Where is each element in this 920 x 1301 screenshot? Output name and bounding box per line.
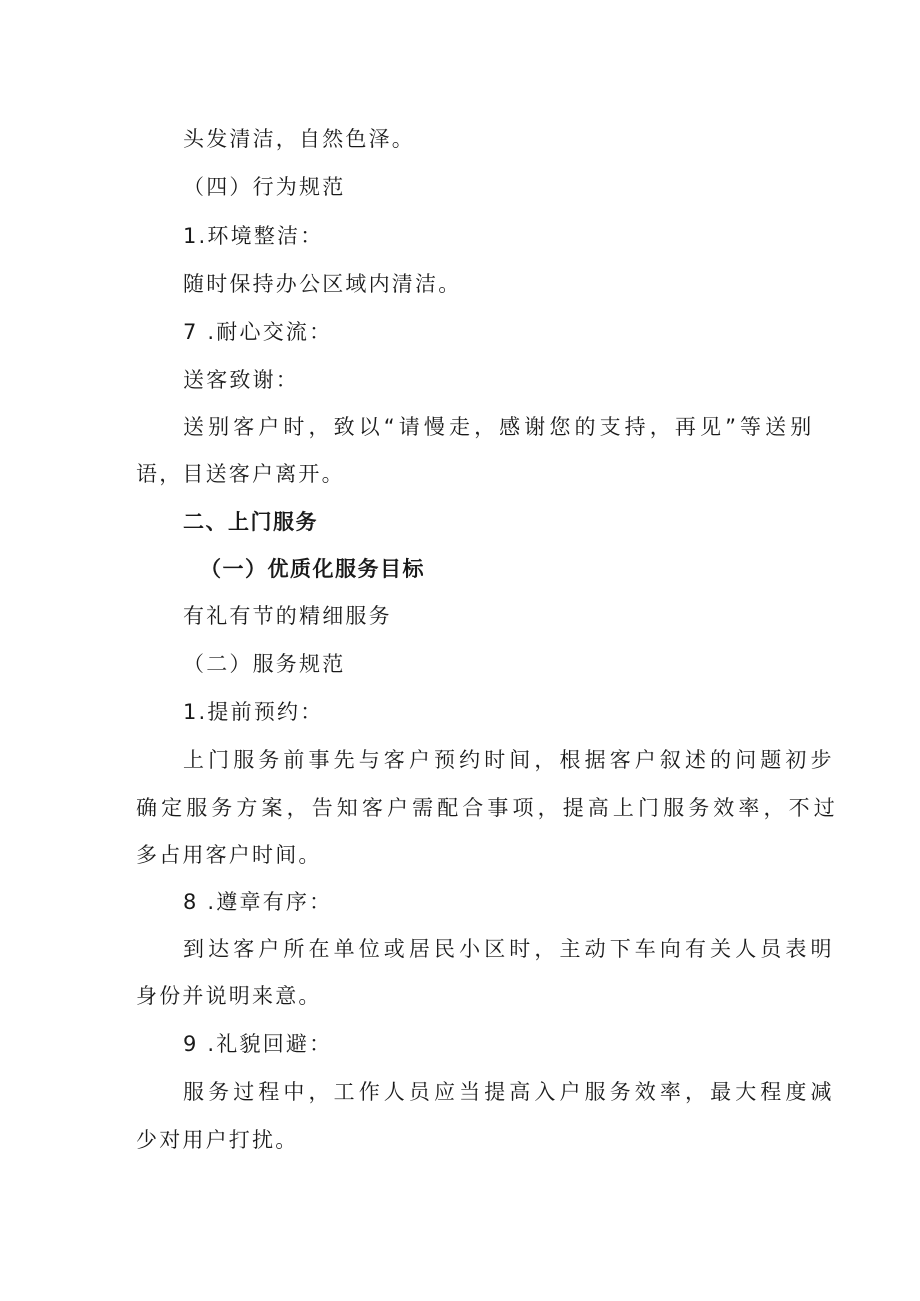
paragraph-line: 少对用户打扰。 — [136, 1128, 299, 1152]
item-heading: 9 .礼貌回避： — [183, 1032, 333, 1056]
paragraph-line: 随时保持办公区域内清洁。 — [183, 272, 462, 296]
paragraph-line: 送别客户时，致以“请慢走，感谢您的支持，再见”等送别 — [183, 415, 816, 439]
paragraph-line: 上门服务前事先与客户预约时间，根据客户叙述的问题初步 — [183, 748, 836, 772]
paragraph-line: 送客致谢： — [183, 368, 299, 392]
paragraph-line: 语，目送客户离开。 — [136, 462, 345, 486]
paragraph-line: 多占用客户时间。 — [136, 843, 322, 867]
chapter-heading: 二、上门服务 — [183, 510, 318, 534]
paragraph-line: 到达客户所在单位或居民小区时，主动下车向有关人员表明 — [183, 937, 836, 961]
paragraph-line: 确定服务方案，告知客户需配合事项，提高上门服务效率，不过 — [136, 796, 839, 820]
section-heading: （四）行为规范 — [183, 175, 346, 199]
paragraph-line: 有礼有节的精细服务 — [183, 604, 392, 628]
item-heading: 1.环境整洁： — [183, 224, 324, 248]
item-heading: 8 .遵章有序： — [183, 890, 333, 914]
section-heading: （二）服务规范 — [183, 652, 346, 676]
paragraph-line: 头发清洁，自然色泽。 — [183, 127, 415, 151]
item-heading: 1.提前预约： — [183, 700, 324, 724]
item-heading: 7 .耐心交流： — [183, 320, 333, 344]
paragraph-line: 服务过程中，工作人员应当提高入户服务效率，最大程度减 — [183, 1080, 836, 1104]
section-heading: （一）优质化服务目标 — [200, 557, 425, 581]
paragraph-line: 身份并说明来意。 — [136, 984, 322, 1008]
